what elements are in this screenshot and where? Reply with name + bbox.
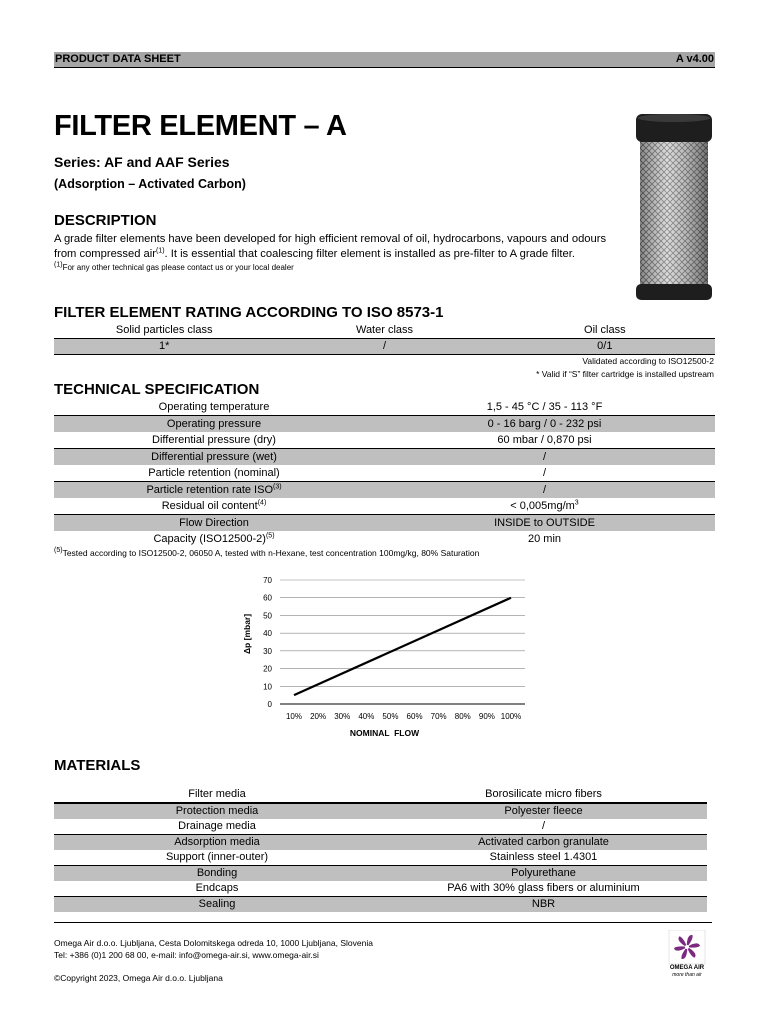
chart-y-tick: 30: [263, 646, 272, 656]
tech-key-sup: (4): [257, 499, 267, 507]
materials-key: Adsorption media: [174, 836, 260, 848]
tech-key: [54, 449, 374, 465]
rating-table: [54, 323, 715, 355]
footer-copyright: ©Copyright 2023, Omega Air d.o.o. Ljubljana: [54, 973, 223, 983]
tech-key-text: Operating pressure: [166, 418, 262, 430]
tech-key-text: Differential pressure (wet): [151, 451, 277, 463]
tech-value-text: 1,5 - 45 °C / 35 - 113 °F: [486, 401, 603, 413]
tech-key-sup: (3): [273, 483, 282, 491]
materials-value: NBR: [531, 898, 556, 910]
tech-value: [374, 515, 715, 531]
tech-value-text: /: [542, 451, 547, 463]
chart-y-tick: 50: [263, 611, 272, 621]
tech-value: [374, 449, 715, 465]
logo-tagline: more than air: [672, 972, 702, 978]
materials-row: [54, 787, 707, 803]
tech-row: [54, 399, 715, 415]
materials-key: Sealing: [198, 898, 236, 910]
rating-value-water: /: [382, 340, 387, 352]
logo-center: [685, 945, 689, 949]
rating-value-oil: 0/1: [597, 340, 613, 352]
tech-key-text: Particle retention (nominal): [148, 467, 280, 479]
logo-name: OMEGA AIR: [669, 965, 705, 971]
chart-y-tick: 10: [263, 682, 272, 692]
tech-key: [54, 416, 374, 432]
footer-rule: [54, 922, 712, 923]
tech-key-text: Differential pressure (dry): [152, 434, 276, 446]
materials-row: [54, 896, 707, 912]
materials-row: [54, 881, 707, 896]
filter-cartridge-image: [634, 112, 714, 302]
tech-row: [54, 498, 715, 514]
tech-footnote-sup: (5): [54, 547, 63, 555]
materials-key: Bonding: [196, 867, 238, 879]
tech-key: [54, 498, 374, 514]
header-left: PRODUCT DATA SHEET: [55, 53, 181, 65]
tech-value: [374, 498, 715, 514]
tech-key-text: Capacity (ISO12500-2): [153, 533, 266, 545]
chart-y-tick: 0: [267, 700, 272, 709]
rating-value-solid: 1*: [158, 340, 170, 352]
rating-value-row: [54, 338, 715, 355]
tech-value-text: 0 - 16 barg / 0 - 232 psi: [487, 418, 602, 430]
chart-x-tick: 30%: [334, 712, 351, 721]
chart-x-tick: 50%: [382, 712, 399, 721]
note-text: For any other technical gas please contact us or your local dealer: [62, 263, 294, 272]
chart-x-tick: 20%: [310, 712, 327, 721]
tech-value: [374, 399, 715, 415]
tech-footnote: [54, 548, 479, 558]
rating-header-solid: Solid particles class: [115, 324, 213, 336]
chart-y-tick: 20: [263, 664, 272, 674]
description-part-1: A grade filter elements have been developed for high efficient removal of oil, hydrocarbons, vapours and odours from compressed air: [54, 233, 607, 260]
tech-key-sup: (5): [265, 532, 275, 540]
materials-key: Filter media: [188, 788, 246, 800]
pressure-flow-chart: [240, 570, 540, 745]
tech-value: [374, 531, 715, 547]
materials-value: Polyurethane: [511, 867, 576, 879]
tech-key-text: Residual oil content: [161, 500, 258, 512]
tech-row: [54, 465, 715, 481]
valid-if-note: * Valid if “S” filter cartridge is installed upstream: [536, 369, 714, 379]
materials-value: Stainless steel 1.4301: [489, 851, 598, 863]
rating-header-oil: Oil class: [584, 324, 626, 336]
materials-value: Borosilicate micro fibers: [485, 788, 602, 800]
description-text: [54, 232, 614, 276]
materials-key: Support (inner-outer): [165, 851, 269, 863]
tech-value-text: INSIDE to OUTSIDE: [494, 517, 595, 529]
tech-row: [54, 514, 715, 531]
tech-value-text: < 0,005mg/m: [510, 500, 575, 512]
page-title: FILTER ELEMENT – A: [54, 110, 347, 142]
materials-row: [54, 850, 707, 865]
description-part-2: . It is essential that coalescing filter element is installed as pre-filter to A grade filter.: [164, 247, 575, 260]
tech-key-text: Operating temperature: [158, 401, 270, 413]
materials-value: /: [541, 820, 546, 832]
header-bar: [54, 52, 715, 68]
chart-y-tick: 40: [263, 629, 272, 639]
tech-value: [374, 416, 715, 432]
tech-key-text: Flow Direction: [179, 517, 249, 529]
description-note: [54, 261, 614, 276]
rating-header-row: [54, 323, 715, 338]
omega-air-logo: [667, 930, 707, 982]
chart-x-tick: 40%: [358, 712, 375, 721]
validated-note: Validated according to ISO12500-2: [582, 356, 714, 366]
chart-y-tick: 60: [263, 593, 272, 603]
tech-row: [54, 481, 715, 498]
footer-address: Omega Air d.o.o. Ljubljana, Cesta Dolomitskega odreda 10, 1000 Ljubljana, Slovenia: [54, 938, 373, 948]
tech-heading: TECHNICAL SPECIFICATION: [54, 381, 260, 398]
materials-row: [54, 865, 707, 881]
materials-heading: MATERIALS: [54, 757, 141, 774]
tech-value-text: /: [542, 467, 547, 479]
note-sup: (1): [54, 261, 63, 269]
chart-series-line: [294, 598, 511, 695]
chart-y-label: Δp [mbar]: [242, 613, 252, 655]
tech-key: [54, 399, 374, 415]
chart-x-tick: 10%: [285, 712, 303, 721]
tech-spec-table: [54, 399, 715, 547]
materials-table: [54, 787, 707, 912]
tech-value-sup: 3: [574, 499, 579, 507]
tech-value: [374, 465, 715, 481]
description-sup: (1): [155, 246, 165, 254]
tech-value-text: 20 min: [527, 533, 562, 545]
tech-row: [54, 448, 715, 465]
materials-key: Drainage media: [178, 820, 256, 832]
materials-row: [54, 803, 707, 819]
materials-key: Endcaps: [195, 882, 239, 894]
tech-value: [374, 432, 715, 448]
subtitle-line: (Adsorption – Activated Carbon): [54, 177, 246, 191]
materials-row: [54, 819, 707, 834]
chart-x-tick: 80%: [454, 712, 471, 721]
chart-y-tick: 70: [263, 576, 272, 585]
tech-footnote-text: Tested according to ISO12500-2, 06050 A, tested with n-Hexane, test concentration 100mg/kg, 80% Saturation: [62, 548, 480, 558]
tech-value: [374, 482, 715, 498]
header-right: A v4.00: [675, 53, 714, 65]
tech-value-text: 60 mbar / 0,870 psi: [497, 434, 592, 446]
tech-row: [54, 531, 715, 547]
rating-heading: FILTER ELEMENT RATING ACCORDING TO ISO 8573-1: [54, 304, 444, 321]
tech-key: [54, 482, 374, 498]
chart-x-label: NOMINAL FLOW: [349, 728, 420, 738]
rating-header-water: Water class: [355, 324, 414, 336]
footer-contact: Tel: +386 (0)1 200 68 00, e-mail: info@omega-air.si, www.omega-air.si: [54, 950, 319, 960]
tech-value-text: /: [542, 484, 547, 496]
series-line: Series: AF and AAF Series: [54, 154, 230, 170]
tech-key-text: Particle retention rate ISO: [146, 484, 273, 496]
materials-row: [54, 834, 707, 850]
chart-x-tick: 90%: [478, 712, 495, 721]
tech-key: [54, 465, 374, 481]
chart-x-tick: 60%: [406, 712, 423, 721]
chart-x-tick: 100%: [500, 712, 522, 721]
tech-key: [54, 531, 374, 547]
materials-value: Polyester fleece: [504, 805, 583, 817]
chart-x-tick: 70%: [430, 712, 447, 721]
description-heading: DESCRIPTION: [54, 212, 157, 229]
tech-row: [54, 432, 715, 448]
tech-row: [54, 415, 715, 432]
tech-key: [54, 515, 374, 531]
materials-key: Protection media: [175, 805, 259, 817]
materials-value: Activated carbon granulate: [478, 836, 609, 848]
tech-key: [54, 432, 374, 448]
materials-value: PA6 with 30% glass fibers or aluminium: [447, 882, 640, 894]
